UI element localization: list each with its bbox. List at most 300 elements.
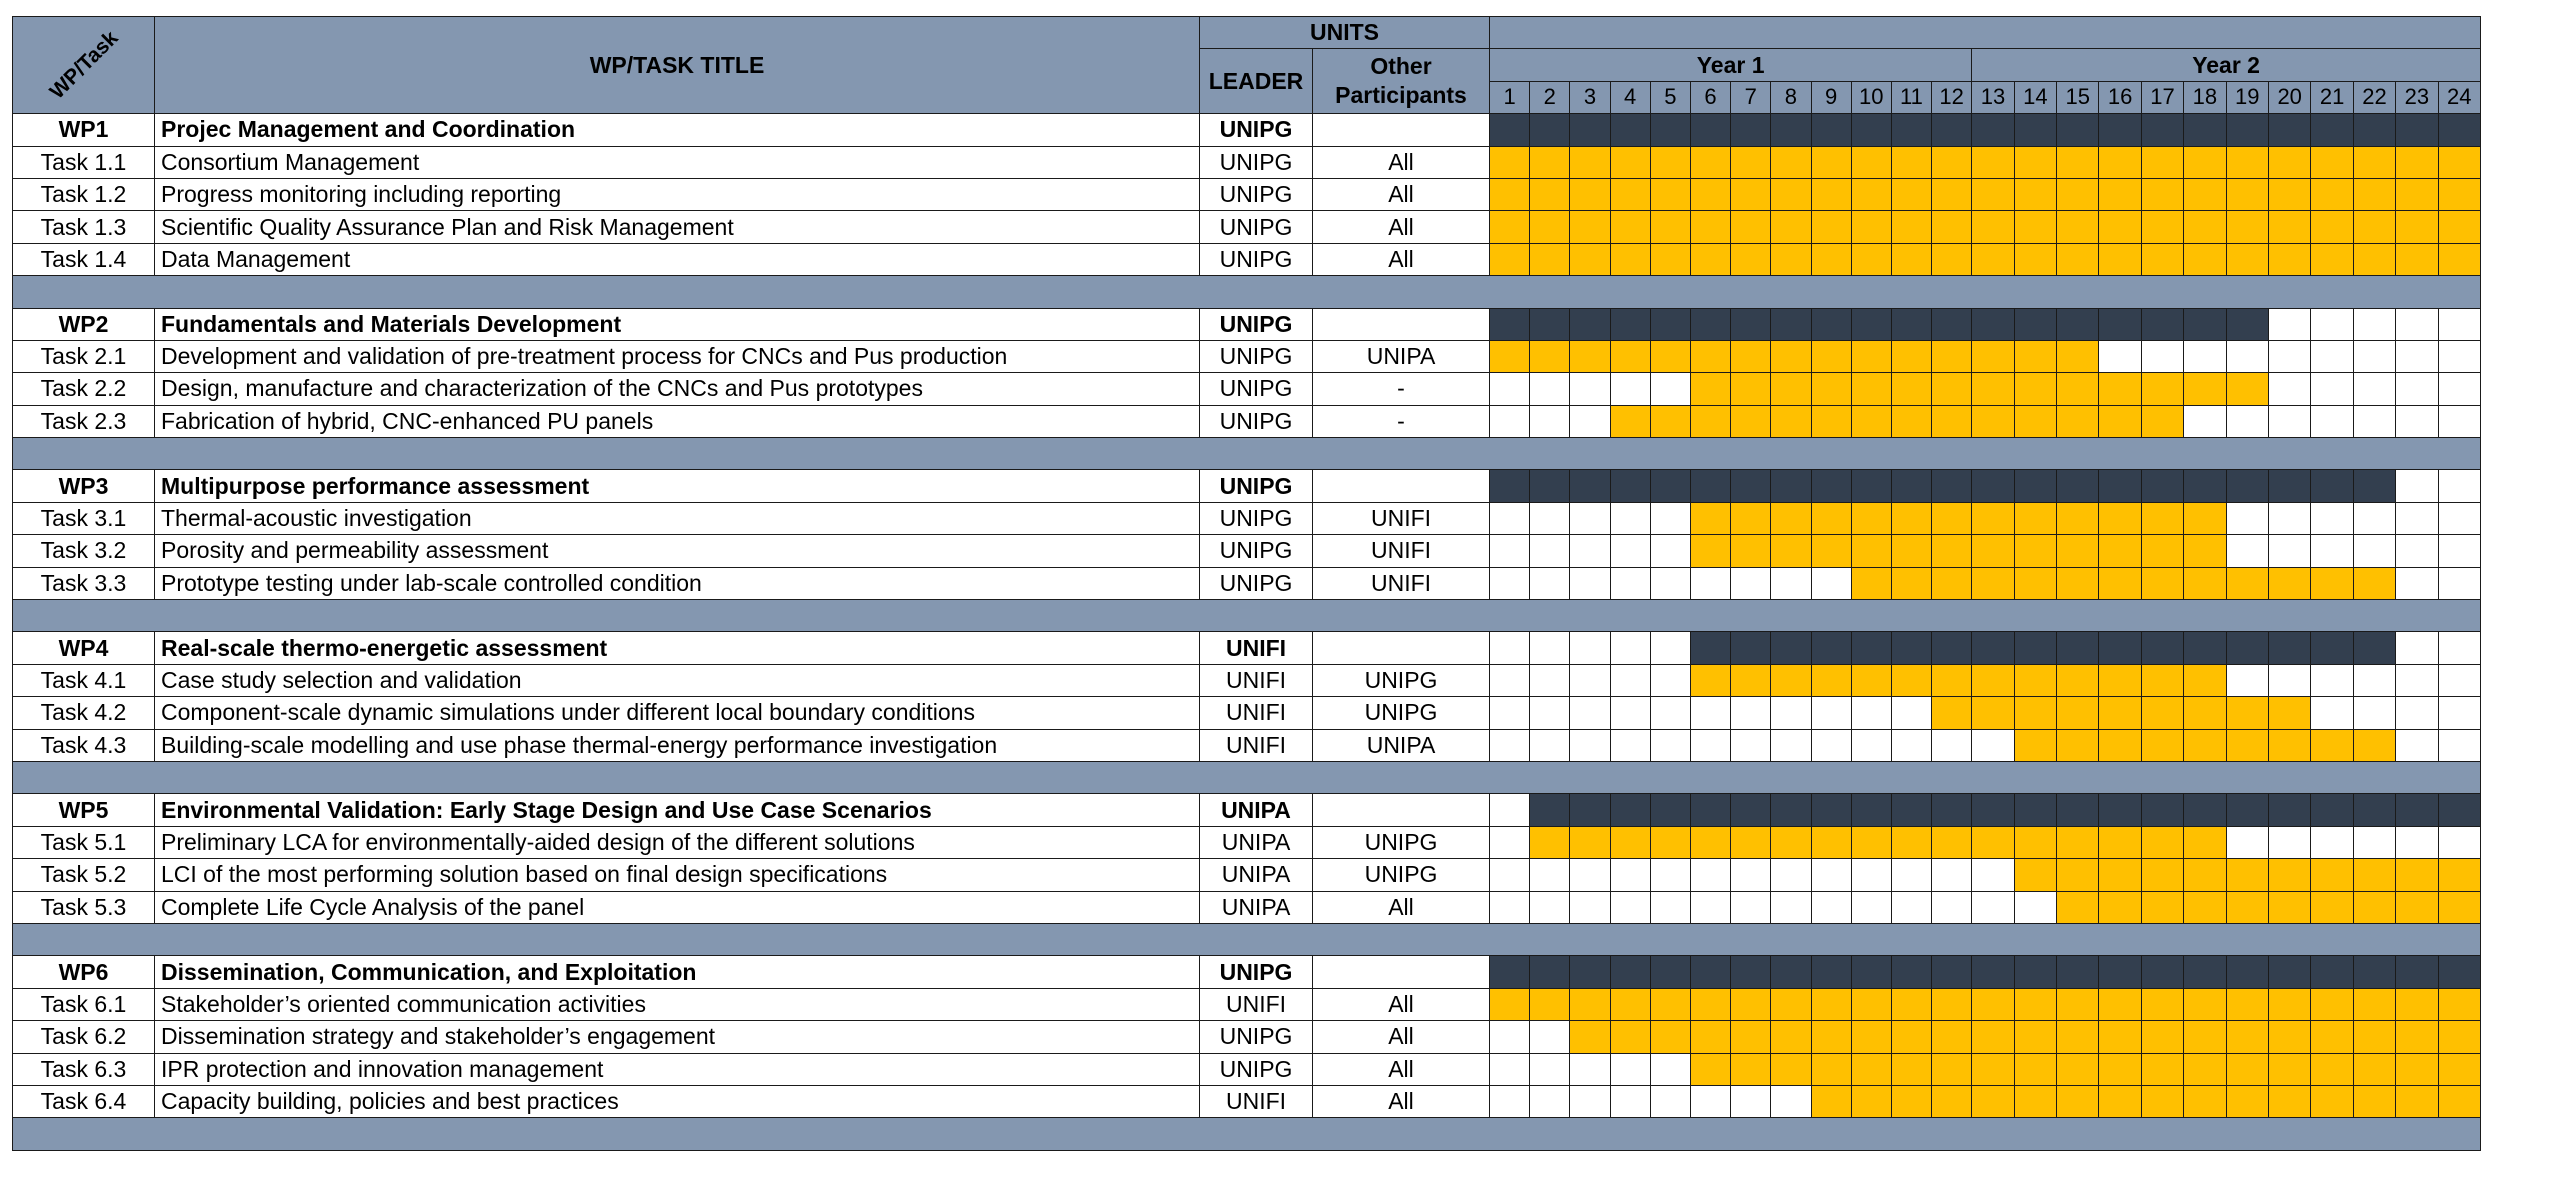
gantt-empty-cell xyxy=(1650,502,1690,534)
gantt-bar-cell xyxy=(2268,1021,2310,1053)
task-title: Case study selection and validation xyxy=(155,664,1200,696)
gantt-bar-cell xyxy=(2353,470,2395,502)
gantt-bar-cell xyxy=(2226,178,2268,210)
gantt-empty-cell xyxy=(1610,567,1650,599)
gantt-bar-cell xyxy=(1811,243,1851,275)
gantt-bar-cell xyxy=(1932,470,1972,502)
task-code: Task 5.3 xyxy=(13,891,155,923)
gantt-table xyxy=(12,16,2481,1151)
gantt-bar-cell xyxy=(1530,794,1570,826)
gantt-empty-cell xyxy=(2438,340,2480,372)
gantt-bar-cell xyxy=(1570,211,1610,243)
gantt-bar-cell xyxy=(2014,1053,2056,1085)
task-participants: All xyxy=(1313,211,1490,243)
gantt-bar-cell xyxy=(2311,794,2353,826)
wp-title: Multipurpose performance assessment xyxy=(155,470,1200,502)
month-number: 15 xyxy=(2057,81,2099,113)
gantt-bar-cell xyxy=(2396,178,2438,210)
gantt-bar-cell xyxy=(2014,470,2056,502)
gantt-empty-cell xyxy=(1490,729,1530,761)
wp-code: WP5 xyxy=(13,794,155,826)
gantt-empty-cell xyxy=(1811,891,1851,923)
gantt-empty-cell xyxy=(1530,502,1570,534)
gantt-empty-cell xyxy=(2226,502,2268,534)
gantt-bar-cell xyxy=(1771,502,1811,534)
task-code: Task 6.3 xyxy=(13,1053,155,1085)
gantt-bar-cell xyxy=(1771,826,1811,858)
gantt-bar-cell xyxy=(2396,1021,2438,1053)
task-row xyxy=(13,988,2481,1020)
gantt-empty-cell xyxy=(2268,664,2310,696)
task-row xyxy=(13,373,2481,405)
gantt-bar-cell xyxy=(1891,1085,1931,1117)
task-leader: UNIFI xyxy=(1200,1085,1313,1117)
gantt-bar-cell xyxy=(1851,535,1891,567)
gantt-empty-cell xyxy=(1932,729,1972,761)
task-row xyxy=(13,664,2481,696)
gantt-empty-cell xyxy=(1690,1085,1730,1117)
task-leader: UNIPG xyxy=(1200,405,1313,437)
gantt-bar-cell xyxy=(2226,114,2268,146)
gantt-empty-cell xyxy=(1932,891,1972,923)
gantt-bar-cell xyxy=(2014,211,2056,243)
gantt-bar-cell xyxy=(1851,1085,1891,1117)
gantt-bar-cell xyxy=(1851,211,1891,243)
gantt-bar-cell xyxy=(2057,826,2099,858)
gantt-bar-cell xyxy=(2184,373,2226,405)
wp-separator-row xyxy=(13,1118,2481,1150)
gantt-bar-cell xyxy=(2311,1021,2353,1053)
gantt-bar-cell xyxy=(1570,340,1610,372)
gantt-bar-cell xyxy=(2099,697,2141,729)
task-participants: All xyxy=(1313,178,1490,210)
gantt-bar-cell xyxy=(2141,502,2183,534)
gantt-empty-cell xyxy=(1811,859,1851,891)
task-row xyxy=(13,405,2481,437)
gantt-empty-cell xyxy=(1530,632,1570,664)
gantt-empty-cell xyxy=(1771,697,1811,729)
gantt-bar-cell xyxy=(2226,146,2268,178)
gantt-bar-cell xyxy=(1771,373,1811,405)
gantt-bar-cell xyxy=(2099,729,2141,761)
gantt-bar-cell xyxy=(2141,826,2183,858)
gantt-empty-cell xyxy=(2438,632,2480,664)
gantt-bar-cell xyxy=(1530,178,1570,210)
task-code: Task 3.1 xyxy=(13,502,155,534)
gantt-bar-cell xyxy=(1771,1021,1811,1053)
gantt-empty-cell xyxy=(1570,373,1610,405)
gantt-bar-cell xyxy=(1851,1021,1891,1053)
month-number: 21 xyxy=(2311,81,2353,113)
gantt-bar-cell xyxy=(2226,697,2268,729)
gantt-bar-cell xyxy=(1972,956,2014,988)
gantt-empty-cell xyxy=(2353,308,2395,340)
task-participants: All xyxy=(1313,891,1490,923)
gantt-bar-cell xyxy=(2311,632,2353,664)
task-code: Task 4.2 xyxy=(13,697,155,729)
gantt-empty-cell xyxy=(2226,405,2268,437)
gantt-empty-cell xyxy=(1530,891,1570,923)
gantt-empty-cell xyxy=(1490,405,1530,437)
task-row xyxy=(13,859,2481,891)
gantt-bar-cell xyxy=(2184,794,2226,826)
gantt-empty-cell xyxy=(1851,859,1891,891)
gantt-empty-cell xyxy=(1851,891,1891,923)
task-leader: UNIPG xyxy=(1200,1053,1313,1085)
gantt-empty-cell xyxy=(1610,729,1650,761)
task-title: Dissemination strategy and stakeholder’s engagement xyxy=(155,1021,1200,1053)
gantt-bar-cell xyxy=(2438,794,2480,826)
gantt-bar-cell xyxy=(1570,308,1610,340)
gantt-bar-cell xyxy=(2438,1085,2480,1117)
gantt-empty-cell xyxy=(1811,729,1851,761)
task-leader: UNIPG xyxy=(1200,146,1313,178)
task-row xyxy=(13,243,2481,275)
gantt-bar-cell xyxy=(2226,211,2268,243)
gantt-empty-cell xyxy=(1530,697,1570,729)
gantt-bar-cell xyxy=(2184,1085,2226,1117)
gantt-bar-cell xyxy=(1490,146,1530,178)
gantt-empty-cell xyxy=(2396,308,2438,340)
task-participants: UNIPG xyxy=(1313,826,1490,858)
gantt-empty-cell xyxy=(1610,632,1650,664)
gantt-empty-cell xyxy=(1490,859,1530,891)
gantt-empty-cell xyxy=(2396,502,2438,534)
gantt-bar-cell xyxy=(1610,794,1650,826)
gantt-bar-cell xyxy=(1851,243,1891,275)
gantt-bar-cell xyxy=(1891,470,1931,502)
gantt-bar-cell xyxy=(2141,211,2183,243)
gantt-empty-cell xyxy=(1570,697,1610,729)
task-leader: UNIPG xyxy=(1200,567,1313,599)
gantt-bar-cell xyxy=(2226,243,2268,275)
task-code: Task 2.1 xyxy=(13,340,155,372)
gantt-bar-cell xyxy=(1932,794,1972,826)
gantt-empty-cell xyxy=(1530,1021,1570,1053)
gantt-bar-cell xyxy=(2141,1053,2183,1085)
gantt-bar-cell xyxy=(1731,373,1771,405)
gantt-empty-cell xyxy=(1650,373,1690,405)
gantt-bar-cell xyxy=(1972,988,2014,1020)
gantt-bar-cell xyxy=(2184,826,2226,858)
gantt-empty-cell xyxy=(1650,567,1690,599)
task-participants: UNIPA xyxy=(1313,729,1490,761)
gantt-bar-cell xyxy=(1650,988,1690,1020)
gantt-bar-cell xyxy=(2226,891,2268,923)
gantt-bar-cell xyxy=(1891,1021,1931,1053)
gantt-bar-cell xyxy=(2311,243,2353,275)
gantt-empty-cell xyxy=(1490,373,1530,405)
gantt-bar-cell xyxy=(2268,114,2310,146)
gantt-empty-cell xyxy=(1891,729,1931,761)
gantt-bar-cell xyxy=(2311,146,2353,178)
gantt-empty-cell xyxy=(2396,729,2438,761)
gantt-empty-cell xyxy=(1490,535,1530,567)
gantt-bar-cell xyxy=(1891,308,1931,340)
task-leader: UNIFI xyxy=(1200,697,1313,729)
gantt-bar-cell xyxy=(2141,697,2183,729)
gantt-bar-cell xyxy=(1731,114,1771,146)
gantt-body xyxy=(13,114,2481,1151)
gantt-bar-cell xyxy=(1570,988,1610,1020)
gantt-empty-cell xyxy=(1891,891,1931,923)
gantt-bar-cell xyxy=(1530,211,1570,243)
gantt-empty-cell xyxy=(2268,502,2310,534)
gantt-bar-cell xyxy=(2057,697,2099,729)
gantt-bar-cell xyxy=(2184,114,2226,146)
title-header: WP/TASK TITLE xyxy=(155,17,1200,114)
gantt-empty-cell xyxy=(1690,859,1730,891)
gantt-bar-cell xyxy=(2226,956,2268,988)
gantt-bar-cell xyxy=(2057,502,2099,534)
gantt-empty-cell xyxy=(2311,308,2353,340)
wp-leader: UNIFI xyxy=(1200,632,1313,664)
gantt-bar-cell xyxy=(1731,340,1771,372)
gantt-bar-cell xyxy=(2057,405,2099,437)
gantt-bar-cell xyxy=(2268,891,2310,923)
gantt-bar-cell xyxy=(1851,146,1891,178)
gantt-bar-cell xyxy=(1851,826,1891,858)
gantt-bar-cell xyxy=(2353,988,2395,1020)
gantt-bar-cell xyxy=(1811,1053,1851,1085)
task-leader: UNIFI xyxy=(1200,664,1313,696)
task-code: Task 4.3 xyxy=(13,729,155,761)
gantt-empty-cell xyxy=(1530,1085,1570,1117)
gantt-empty-cell xyxy=(1490,697,1530,729)
gantt-empty-cell xyxy=(1811,567,1851,599)
gantt-bar-cell xyxy=(1771,1053,1811,1085)
gantt-bar-cell xyxy=(1891,243,1931,275)
gantt-bar-cell xyxy=(1731,826,1771,858)
gantt-bar-cell xyxy=(2184,243,2226,275)
gantt-bar-cell xyxy=(2099,502,2141,534)
wp-leader: UNIPA xyxy=(1200,794,1313,826)
gantt-bar-cell xyxy=(2014,405,2056,437)
gantt-bar-cell xyxy=(2438,243,2480,275)
gantt-bar-cell xyxy=(2311,567,2353,599)
wp-separator xyxy=(13,923,2481,955)
gantt-bar-cell xyxy=(1690,308,1730,340)
gantt-empty-cell xyxy=(1851,697,1891,729)
task-row xyxy=(13,502,2481,534)
task-leader: UNIPG xyxy=(1200,243,1313,275)
gantt-bar-cell xyxy=(1771,632,1811,664)
gantt-empty-cell xyxy=(1570,859,1610,891)
month-number: 9 xyxy=(1811,81,1851,113)
gantt-bar-cell xyxy=(2057,146,2099,178)
gantt-bar-cell xyxy=(2057,988,2099,1020)
gantt-empty-cell xyxy=(1490,891,1530,923)
gantt-empty-cell xyxy=(2311,373,2353,405)
gantt-bar-cell xyxy=(1972,1085,2014,1117)
gantt-bar-cell xyxy=(1771,178,1811,210)
gantt-bar-cell xyxy=(1972,470,2014,502)
wp-title: Real-scale thermo-energetic assessment xyxy=(155,632,1200,664)
gantt-bar-cell xyxy=(2014,826,2056,858)
gantt-bar-cell xyxy=(1690,1021,1730,1053)
task-title: Porosity and permeability assessment xyxy=(155,535,1200,567)
gantt-empty-cell xyxy=(1570,535,1610,567)
task-row xyxy=(13,340,2481,372)
gantt-empty-cell xyxy=(2396,632,2438,664)
gantt-bar-cell xyxy=(2353,1021,2395,1053)
task-leader: UNIPG xyxy=(1200,1021,1313,1053)
gantt-empty-cell xyxy=(2396,664,2438,696)
gantt-bar-cell xyxy=(2014,729,2056,761)
gantt-bar-cell xyxy=(2057,859,2099,891)
task-row xyxy=(13,1021,2481,1053)
gantt-bar-cell xyxy=(2057,794,2099,826)
gantt-empty-cell xyxy=(2438,535,2480,567)
gantt-bar-cell xyxy=(2014,243,2056,275)
gantt-bar-cell xyxy=(2141,146,2183,178)
gantt-empty-cell xyxy=(1490,632,1530,664)
gantt-bar-cell xyxy=(1731,664,1771,696)
gantt-empty-cell xyxy=(2311,502,2353,534)
task-row xyxy=(13,178,2481,210)
gantt-bar-cell xyxy=(2099,405,2141,437)
gantt-bar-cell xyxy=(2396,1085,2438,1117)
gantt-empty-cell xyxy=(1570,567,1610,599)
gantt-empty-cell xyxy=(2184,405,2226,437)
task-participants: All xyxy=(1313,146,1490,178)
gantt-empty-cell xyxy=(2268,308,2310,340)
task-code: Task 6.1 xyxy=(13,988,155,1020)
gantt-bar-cell xyxy=(1610,470,1650,502)
wp-separator-row xyxy=(13,276,2481,308)
wp-task-header-label: WP/Task xyxy=(44,26,123,104)
gantt-bar-cell xyxy=(1851,632,1891,664)
gantt-bar-cell xyxy=(1690,470,1730,502)
gantt-empty-cell xyxy=(1932,859,1972,891)
wp-separator xyxy=(13,276,2481,308)
gantt-bar-cell xyxy=(1570,826,1610,858)
gantt-bar-cell xyxy=(1811,664,1851,696)
gantt-bar-cell xyxy=(1731,211,1771,243)
task-title: Complete Life Cycle Analysis of the panel xyxy=(155,891,1200,923)
gantt-bar-cell xyxy=(1771,405,1811,437)
gantt-bar-cell xyxy=(1690,340,1730,372)
task-participants: All xyxy=(1313,1021,1490,1053)
gantt-bar-cell xyxy=(2226,632,2268,664)
gantt-bar-cell xyxy=(2353,794,2395,826)
task-title: Thermal-acoustic investigation xyxy=(155,502,1200,534)
gantt-bar-cell xyxy=(1690,826,1730,858)
gantt-bar-cell xyxy=(1851,178,1891,210)
gantt-bar-cell xyxy=(2099,114,2141,146)
gantt-bar-cell xyxy=(1811,632,1851,664)
gantt-bar-cell xyxy=(1771,308,1811,340)
wp-code: WP3 xyxy=(13,470,155,502)
gantt-bar-cell xyxy=(1650,405,1690,437)
gantt-bar-cell xyxy=(1650,146,1690,178)
gantt-bar-cell xyxy=(2057,243,2099,275)
gantt-bar-cell xyxy=(2057,567,2099,599)
gantt-empty-cell xyxy=(1731,697,1771,729)
wp-code: WP6 xyxy=(13,956,155,988)
gantt-bar-cell xyxy=(1932,632,1972,664)
gantt-bar-cell xyxy=(1690,211,1730,243)
month-number: 18 xyxy=(2184,81,2226,113)
gantt-empty-cell xyxy=(2311,535,2353,567)
gantt-empty-cell xyxy=(2353,826,2395,858)
gantt-bar-cell xyxy=(1530,308,1570,340)
task-title: Consortium Management xyxy=(155,146,1200,178)
gantt-bar-cell xyxy=(2141,243,2183,275)
task-code: Task 5.2 xyxy=(13,859,155,891)
gantt-empty-cell xyxy=(1731,859,1771,891)
gantt-empty-cell xyxy=(2438,729,2480,761)
gantt-bar-cell xyxy=(2014,859,2056,891)
gantt-empty-cell xyxy=(2396,373,2438,405)
gantt-bar-cell xyxy=(1490,243,1530,275)
gantt-bar-cell xyxy=(1851,1053,1891,1085)
gantt-bar-cell xyxy=(1731,1021,1771,1053)
gantt-bar-cell xyxy=(1891,211,1931,243)
gantt-empty-cell xyxy=(2396,826,2438,858)
gantt-empty-cell xyxy=(2438,405,2480,437)
gantt-bar-cell xyxy=(2226,1053,2268,1085)
wp-title: Environmental Validation: Early Stage Design and Use Case Scenarios xyxy=(155,794,1200,826)
gantt-bar-cell xyxy=(1731,178,1771,210)
gantt-bar-cell xyxy=(2268,729,2310,761)
month-number: 1 xyxy=(1490,81,1530,113)
gantt-bar-cell xyxy=(2014,340,2056,372)
task-row xyxy=(13,211,2481,243)
gantt-bar-cell xyxy=(1690,664,1730,696)
gantt-bar-cell xyxy=(1690,502,1730,534)
month-number: 14 xyxy=(2014,81,2056,113)
gantt-bar-cell xyxy=(1972,664,2014,696)
gantt-bar-cell xyxy=(1570,243,1610,275)
task-participants: UNIPA xyxy=(1313,340,1490,372)
wp-participants xyxy=(1313,308,1490,340)
gantt-bar-cell xyxy=(2099,988,2141,1020)
gantt-bar-cell xyxy=(2141,470,2183,502)
gantt-bar-cell xyxy=(2099,146,2141,178)
gantt-bar-cell xyxy=(2268,956,2310,988)
gantt-bar-cell xyxy=(1771,956,1811,988)
gantt-bar-cell xyxy=(1771,340,1811,372)
gantt-empty-cell xyxy=(1690,697,1730,729)
gantt-bar-cell xyxy=(2057,535,2099,567)
gantt-bar-cell xyxy=(2141,632,2183,664)
leader-header: LEADER xyxy=(1200,49,1313,114)
gantt-empty-cell xyxy=(1490,1085,1530,1117)
gantt-bar-cell xyxy=(1771,211,1811,243)
gantt-bar-cell xyxy=(2099,859,2141,891)
gantt-empty-cell xyxy=(1570,1053,1610,1085)
gantt-bar-cell xyxy=(1932,988,1972,1020)
gantt-bar-cell xyxy=(1972,114,2014,146)
gantt-bar-cell xyxy=(1771,794,1811,826)
task-row xyxy=(13,697,2481,729)
gantt-bar-cell xyxy=(2268,697,2310,729)
gantt-bar-cell xyxy=(2057,470,2099,502)
gantt-bar-cell xyxy=(2184,664,2226,696)
gantt-bar-cell xyxy=(1932,243,1972,275)
gantt-bar-cell xyxy=(2014,535,2056,567)
gantt-bar-cell xyxy=(1771,988,1811,1020)
gantt-empty-cell xyxy=(2353,502,2395,534)
gantt-header xyxy=(13,17,2481,114)
gantt-bar-cell xyxy=(2099,1053,2141,1085)
gantt-bar-cell xyxy=(2099,956,2141,988)
gantt-bar-cell xyxy=(2099,1085,2141,1117)
gantt-bar-cell xyxy=(2353,859,2395,891)
gantt-empty-cell xyxy=(1490,567,1530,599)
gantt-empty-cell xyxy=(2353,697,2395,729)
